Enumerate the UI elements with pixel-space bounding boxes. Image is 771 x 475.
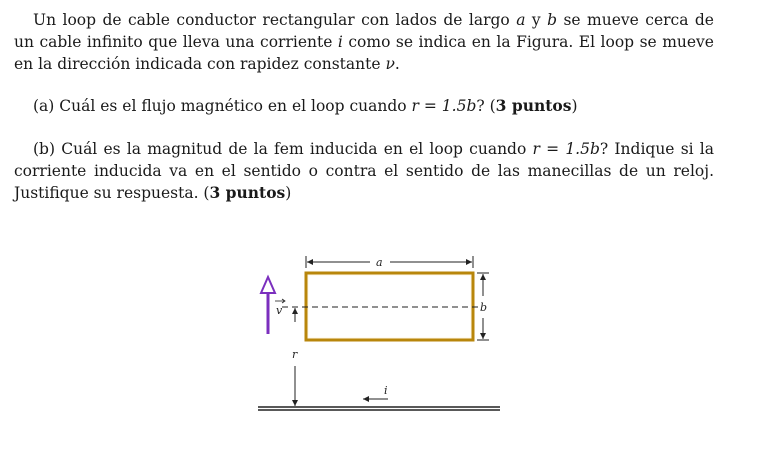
- question-b-text: (b) Cuál es la magnitud de la fem inducida en el loop cuando: [33, 140, 533, 158]
- current-indicator: [363, 384, 388, 399]
- question-b-text-2: ? Indique si la corriente inducida va en el sentido o contra el sentido de las manecillas de un reloj. Justifique su respuesta. (: [14, 140, 715, 202]
- question-b-points: 3 puntos: [209, 183, 286, 202]
- question-a-end: ? (: [476, 97, 496, 115]
- question-b-close: ): [285, 184, 292, 202]
- label-i: i: [384, 384, 388, 397]
- intro-text-4: como se indica en la Figura. El loop se mueve en la dirección indicada con rapidez constante: [14, 33, 714, 73]
- question-a-equation: r = 1.5b: [411, 97, 477, 115]
- question-b-equation: r = 1.5b: [532, 140, 600, 158]
- dimension-a: [306, 256, 473, 269]
- dimension-r: [292, 308, 298, 406]
- question-a-close: ): [571, 97, 578, 115]
- label-a: a: [376, 256, 383, 269]
- var-a: a: [516, 11, 526, 29]
- question-a-points: 3 puntos: [495, 96, 572, 115]
- var-b: b: [547, 11, 558, 29]
- label-b: b: [480, 301, 488, 314]
- intro-text-1: Un loop de cable conductor rectangular con lados de largo: [33, 11, 517, 29]
- intro-text-5: .: [394, 55, 400, 73]
- intro-text-3: se mueve cerca de un cable infinito que lleva una corriente: [14, 11, 714, 51]
- var-nu: ν: [385, 55, 395, 73]
- label-v: v: [276, 304, 283, 317]
- var-i: i: [337, 33, 343, 51]
- intro-text-2: y: [525, 11, 548, 29]
- velocity-arrow: [261, 277, 285, 334]
- question-a-text: (a) Cuál es el flujo magnético en el loop cuando: [33, 97, 412, 115]
- label-r: r: [292, 348, 298, 361]
- velocity-arrow-head: [261, 277, 275, 293]
- dimension-b: [477, 273, 489, 340]
